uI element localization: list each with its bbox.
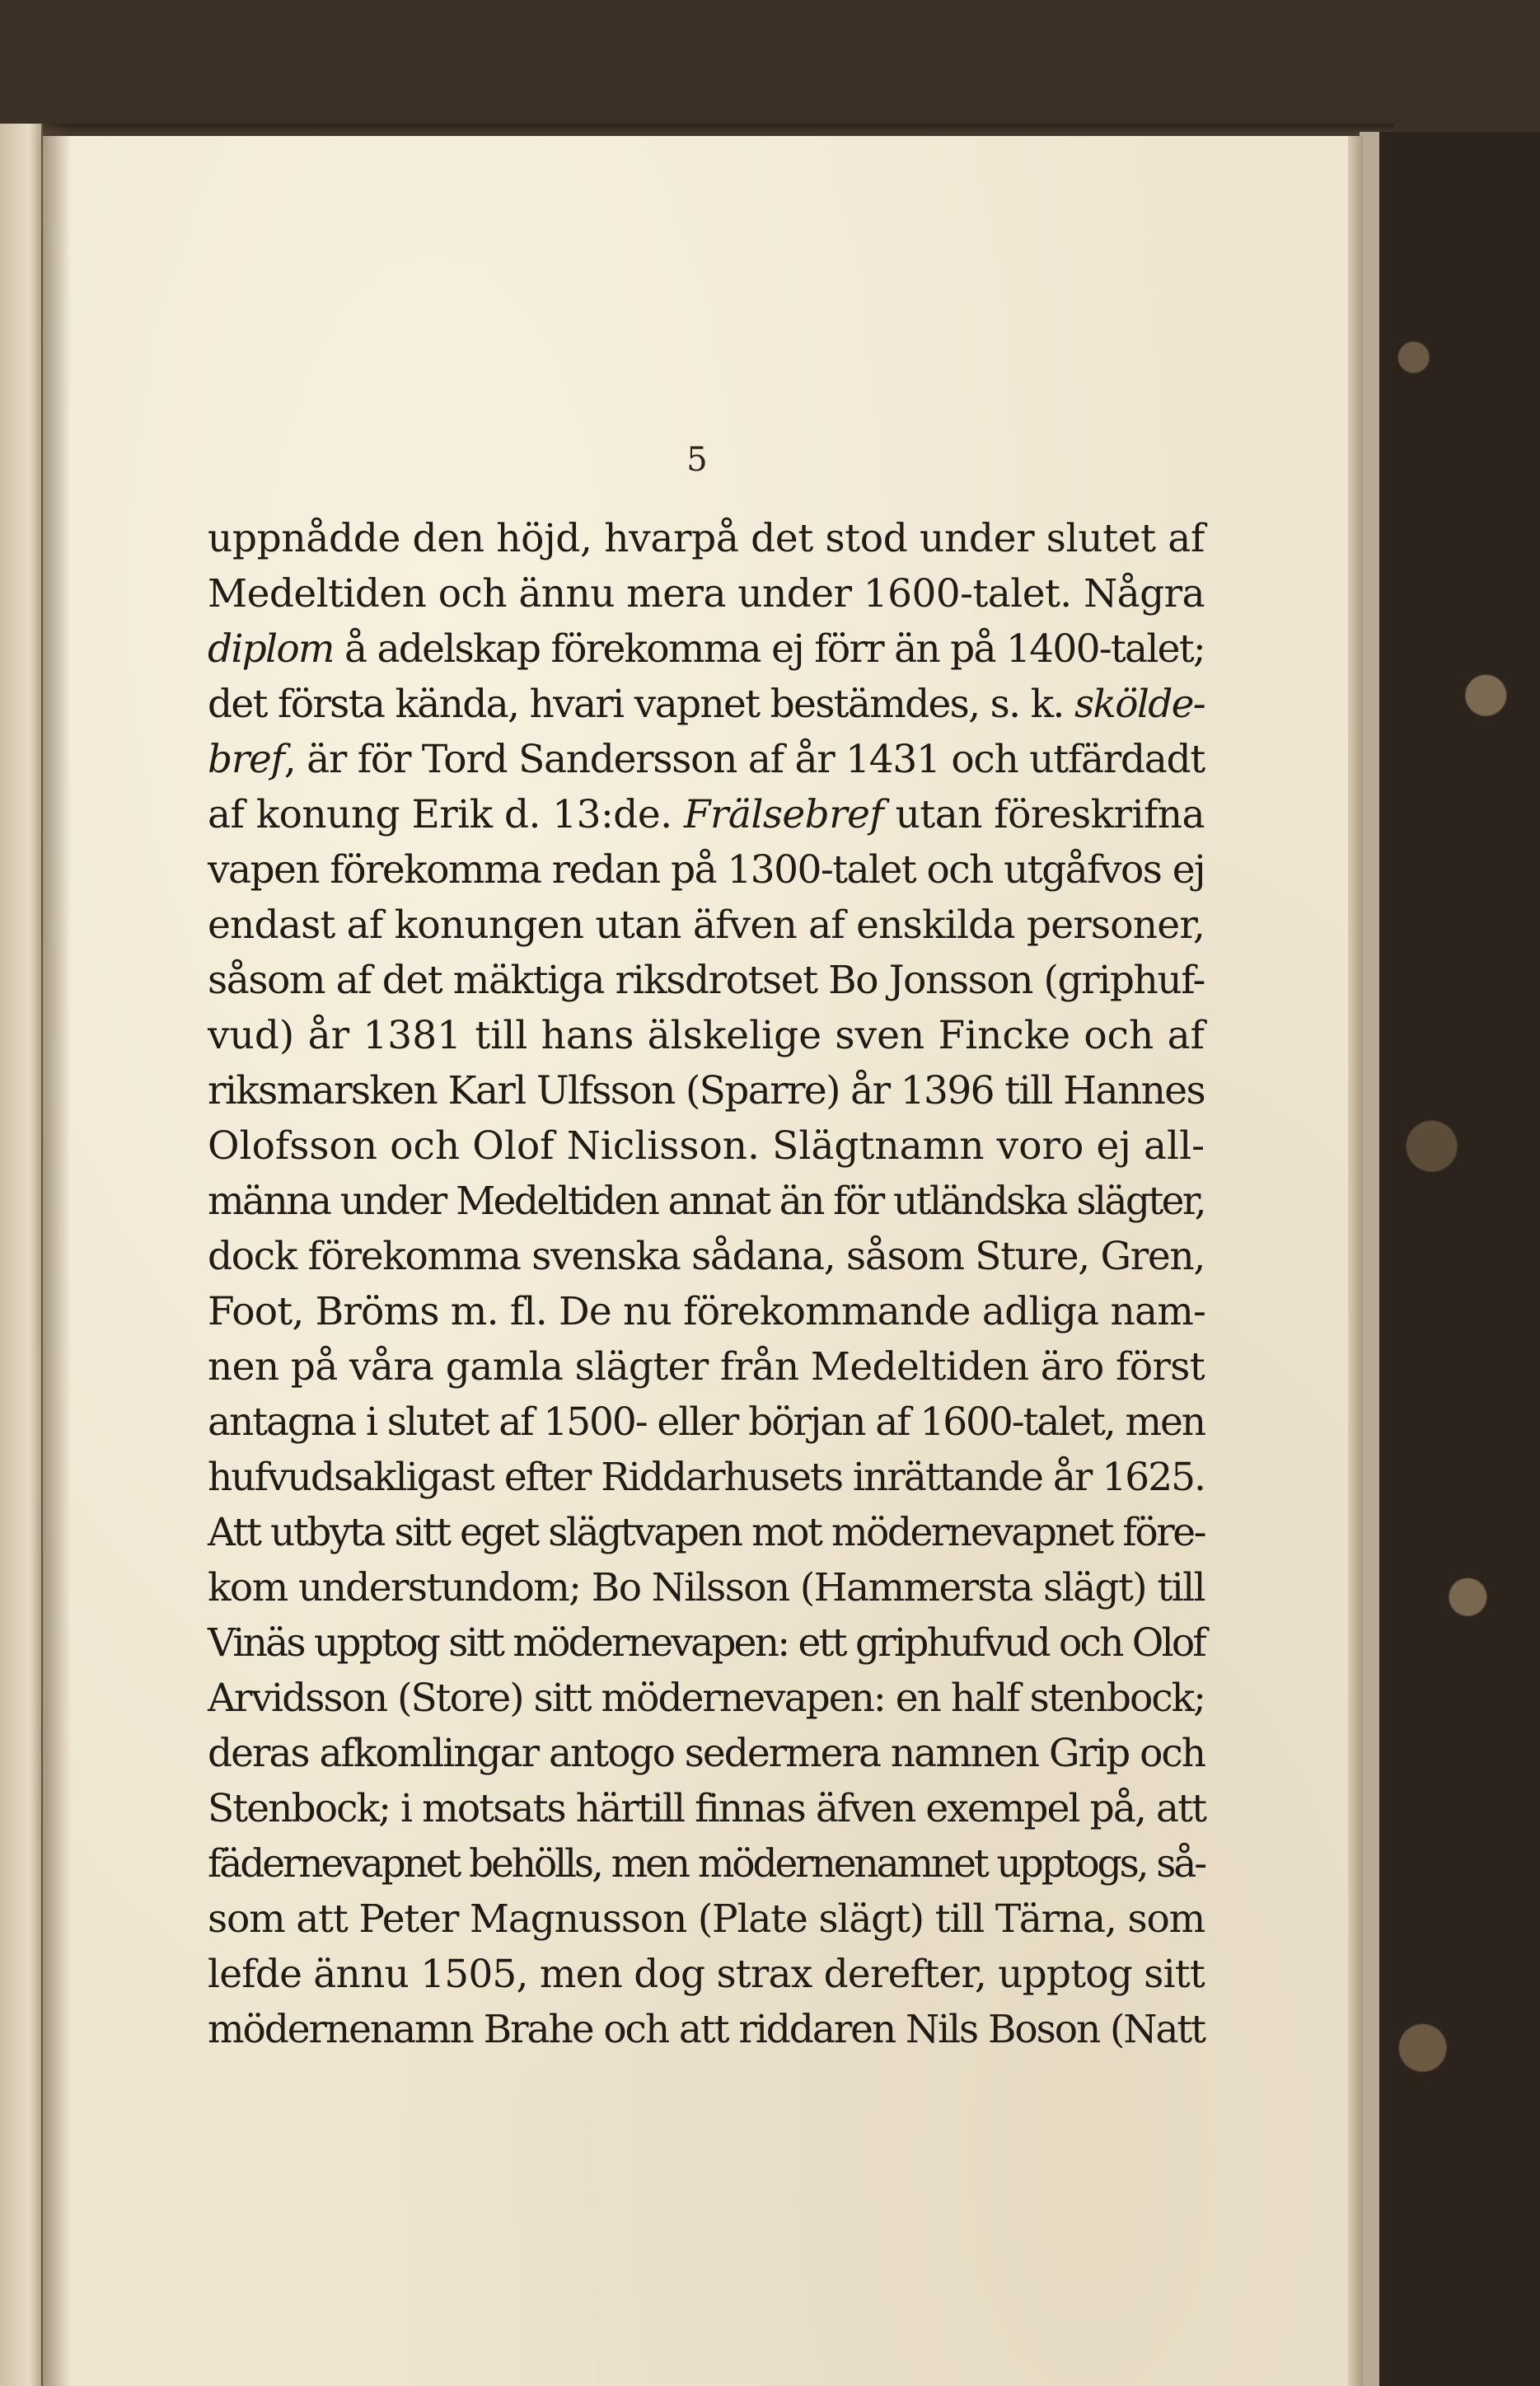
text-line (208, 898, 1205, 953)
text-line (208, 1615, 1205, 1671)
text-line (208, 1063, 1205, 1118)
text-line (208, 787, 1205, 842)
text-line (208, 1339, 1205, 1395)
text-line (208, 732, 1205, 787)
text-segment: kom understundom; Bo Nilsson (Hammersta slägt) till (208, 1565, 1205, 1610)
page-fore-edge (1348, 136, 1363, 2386)
italic-term: diplom (208, 626, 334, 672)
text-segment: dock förekomma svenska sådana, såsom Sture, Gren, (208, 1234, 1205, 1279)
text-segment: mödernenamn Brahe och att riddaren Nils Boson (Natt (208, 2007, 1205, 2052)
book-cover-board (1360, 132, 1540, 2386)
text-line (208, 2002, 1205, 2057)
text-line (208, 842, 1205, 898)
text-segment: å adelskap förekomma ej förr än på 1400-talet; (333, 626, 1205, 672)
text-segment: Olofsson och Olof Niclisson. Slägtnamn voro ej all- (208, 1123, 1205, 1169)
text-line (208, 511, 1205, 566)
text-line (208, 1118, 1205, 1174)
text-line (208, 1008, 1205, 1063)
text-line (208, 621, 1205, 677)
text-segment: lefde ännu 1505, men dog strax derefter, upptog sitt (208, 1952, 1205, 1997)
text-line (208, 1229, 1205, 1284)
text-segment: hufvudsakligast efter Riddarhusets inrättande år 1625. (208, 1455, 1205, 1500)
text-line (208, 1450, 1205, 1505)
italic-term: Frälsebref (683, 792, 884, 837)
text-segment: det första kända, hvari vapnet bestämdes, s. k. (208, 682, 1074, 727)
text-line (208, 1836, 1205, 1891)
text-segment: uppnådde den höjd, hvarpå det stod under slutet af (208, 516, 1205, 561)
text-segment: Stenbock; i motsats härtill finnas äfven exempel på, att (208, 1786, 1206, 1831)
text-line (208, 677, 1205, 732)
book-page (43, 136, 1351, 2386)
text-segment: Foot, Bröms m. fl. De nu förekommande adliga nam- (208, 1289, 1206, 1334)
text-segment: , är för Tord Sandersson af år 1431 och utfärdadt (283, 737, 1205, 782)
text-segment: antagna i slutet af 1500- eller början af 1600-talet, men (208, 1399, 1205, 1445)
italic-term: skölde- (1074, 682, 1205, 727)
text-segment: deras afkomlingar antogo sedermera namnen Grip och (208, 1731, 1205, 1776)
text-segment: endast af konungen utan äfven af enskilda personer, (208, 902, 1205, 948)
text-line (208, 1505, 1205, 1560)
body-text (208, 511, 1205, 2057)
text-line (208, 1891, 1205, 1947)
text-segment: fädernevapnet behölls, men mödernenamnet upptogs, så- (208, 1841, 1205, 1887)
text-segment: af konung Erik d. 13:de. (208, 792, 684, 837)
text-segment: som att Peter Magnusson (Plate slägt) till Tärna, som (208, 1896, 1205, 1942)
text-segment: Medeltiden och ännu mera under 1600-talet. Några (208, 571, 1205, 616)
text-line (208, 1781, 1205, 1836)
text-segment: nen på våra gamla slägter från Medeltiden äro först (208, 1344, 1205, 1390)
text-segment: Arvidsson (Store) sitt mödernevapen: en half stenbock; (208, 1676, 1205, 1721)
facing-page-edge (0, 124, 43, 2386)
text-segment: såsom af det mäktiga riksdrotset Bo Jonsson (griphuf- (208, 958, 1205, 1003)
text-line (208, 1560, 1205, 1615)
italic-term: bref (208, 737, 284, 782)
text-line (208, 1947, 1205, 2002)
text-line (208, 1726, 1205, 1781)
text-segment: vapen förekomma redan på 1300-talet och utgåfvos ej (208, 847, 1205, 893)
text-segment: Vinäs upptog sitt mödernevapen: ett griphufvud och Olof (208, 1620, 1205, 1666)
text-segment: riksmarsken Karl Ulfsson (Sparre) år 1396 till Hannes (208, 1068, 1205, 1113)
text-line (208, 1671, 1205, 1726)
text-line (208, 1395, 1205, 1450)
text-line (208, 1284, 1205, 1339)
text-segment: utan föreskrifna (883, 792, 1205, 837)
text-segment: männa under Medeltiden annat än för utländska slägter, (208, 1179, 1205, 1224)
spine-shadow (41, 124, 71, 2386)
text-line (208, 953, 1205, 1008)
text-line (208, 1174, 1205, 1229)
text-segment: Att utbyta sitt eget slägtvapen mot mödernevapnet före- (208, 1510, 1205, 1555)
text-segment: vud) år 1381 till hans älskelige sven Fincke och af (208, 1013, 1205, 1058)
page-number: 5 (686, 441, 708, 479)
text-line (208, 566, 1205, 621)
